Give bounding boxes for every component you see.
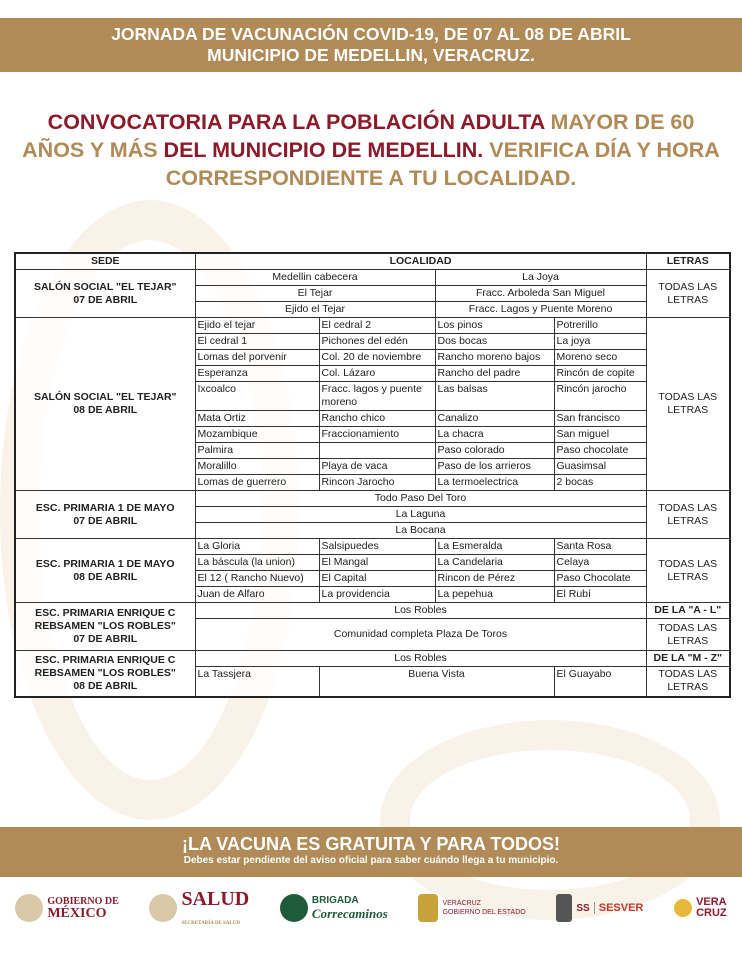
letras-cell <box>646 539 730 603</box>
table-cell <box>554 350 646 366</box>
cell-text: Col. Lázaro <box>321 367 376 379</box>
cell-text: La Tassjera <box>197 668 252 680</box>
table-cell <box>319 587 435 603</box>
table-cell <box>554 667 646 697</box>
table-cell <box>554 382 646 411</box>
cell-text: Paso colorado <box>437 444 505 456</box>
cell-line: 07 DE ABRIL <box>73 633 138 645</box>
cell-text: La Esmeralda <box>437 540 503 552</box>
cell-text: DE LA "M - Z" <box>653 652 722 664</box>
cell-text: Rincón de copite <box>556 367 635 379</box>
cell-line: TODAS LAS <box>658 668 718 681</box>
cell-text: Todo Paso Del Toro <box>374 492 467 504</box>
logo-brigada-correcaminos: BRIGADA Correcaminos <box>280 894 388 922</box>
cell-text: La báscula (la union) <box>197 556 295 568</box>
cell-line: SALÓN SOCIAL "EL TEJAR" <box>33 280 177 293</box>
table-cell <box>319 571 435 587</box>
cell-line: 08 DE ABRIL <box>73 679 138 692</box>
table-cell <box>554 571 646 587</box>
cell-text: Esperanza <box>197 367 248 379</box>
letras-cell <box>646 667 730 697</box>
cell-text: El cedral 2 <box>321 319 372 331</box>
cell-text: Col. 20 de noviembre <box>321 351 422 363</box>
cell-text: Buena Vista <box>408 668 465 680</box>
table-row <box>15 651 730 667</box>
logo-ss-sesver: SS SESVER <box>556 894 643 922</box>
cell-text: Moreno seco <box>556 351 618 363</box>
cell-text: Palmira <box>197 444 234 456</box>
table-cell <box>435 427 554 443</box>
table-cell <box>319 443 435 459</box>
table-cell <box>319 411 435 427</box>
cell-line: TODAS LAS <box>658 557 718 570</box>
table-cell <box>195 411 319 427</box>
table-cell <box>195 302 435 318</box>
cell-line: SALÓN SOCIAL "EL TEJAR" <box>33 391 177 403</box>
sede-cell <box>15 539 195 603</box>
table-cell <box>195 555 319 571</box>
table-cell <box>319 382 435 411</box>
table-cell <box>554 318 646 334</box>
cell-line: ESC. PRIMARIA ENRIQUE C <box>35 653 176 666</box>
table-cell <box>319 366 435 382</box>
footer-line-2: Debes estar pendiente del aviso oficial para saber cuándo llega a tu municipio. <box>183 855 559 866</box>
table-cell <box>195 619 646 651</box>
cell-line: LETRAS <box>667 570 709 583</box>
table-cell <box>435 366 554 382</box>
cell-text: Playa de vaca <box>321 460 388 472</box>
header-banner <box>0 18 742 72</box>
table-cell <box>554 587 646 603</box>
table-cell <box>195 286 435 302</box>
cell-text: Rancho del padre <box>437 367 521 379</box>
table-cell <box>195 270 435 286</box>
table-cell <box>195 507 646 523</box>
cell-text: 2 bocas <box>556 476 594 488</box>
cell-line: 07 DE ABRIL <box>73 293 138 306</box>
table-cell <box>195 651 646 667</box>
cell-text: La chacra <box>437 428 484 440</box>
sede-cell <box>15 603 195 651</box>
cell-text: San francisco <box>556 412 621 424</box>
table-cell <box>554 334 646 350</box>
cell-text: Rincon de Pérez <box>437 572 516 584</box>
cell-text: La joya <box>556 335 591 347</box>
table-cell <box>554 427 646 443</box>
table-cell <box>554 443 646 459</box>
table-cell <box>435 350 554 366</box>
col-header: LOCALIDAD <box>195 253 646 270</box>
cell-text: El cedral 1 <box>197 335 248 347</box>
cell-text: Salsipuedes <box>321 540 379 552</box>
cell-text: Ejido el Tejar <box>285 303 345 315</box>
cell-line: ESC. PRIMARIA 1 DE MAYO <box>35 501 175 514</box>
cell-text: Paso chocolate <box>556 444 629 456</box>
table-cell <box>554 366 646 382</box>
table-cell <box>435 443 554 459</box>
cell-line: TODAS LAS <box>658 501 718 514</box>
table-cell <box>435 571 554 587</box>
table-cell <box>646 603 730 619</box>
table-cell <box>195 459 319 475</box>
cell-text: El Rubí <box>556 588 591 600</box>
table-cell <box>195 382 319 411</box>
cell-text: La Joya <box>522 271 559 283</box>
cell-text: El Guayabo <box>556 668 612 680</box>
table-row <box>15 603 730 619</box>
table-cell <box>195 667 319 697</box>
cell-text: Santa Rosa <box>556 540 612 552</box>
cell-text: La providencia <box>321 588 390 600</box>
cell-text: Fracc. Lagos y Puente Moreno <box>468 303 613 315</box>
cell-text: Mozambique <box>197 428 258 440</box>
table-row <box>15 318 730 334</box>
logo-veracruz-gobierno: VERACRUZ GOBIERNO DEL ESTADO <box>418 894 525 922</box>
cell-text: Lomas del porvenir <box>197 351 287 363</box>
table-cell <box>319 667 554 697</box>
table-cell <box>435 555 554 571</box>
sede-cell <box>15 318 195 491</box>
letras-cell <box>646 270 730 318</box>
cell-line: LETRAS <box>667 514 709 527</box>
table-cell <box>319 350 435 366</box>
title-part: DEL MUNICIPIO DE MEDELLIN. <box>163 138 484 162</box>
cell-text: El Capital <box>321 572 367 584</box>
table-cell <box>195 523 646 539</box>
cell-text: Los Robles <box>394 652 447 664</box>
table-cell <box>195 350 319 366</box>
table-cell <box>319 459 435 475</box>
cell-text: Dos bocas <box>437 335 488 347</box>
table-cell <box>554 475 646 491</box>
cell-text: Canalizo <box>437 412 479 424</box>
cell-line: ESC. PRIMARIA 1 DE MAYO <box>35 557 175 570</box>
cell-text: Mata Ortiz <box>197 412 246 424</box>
table-cell <box>435 270 646 286</box>
cell-line: TODAS LAS <box>658 391 718 403</box>
table-cell <box>554 555 646 571</box>
cell-text: Lomas de guerrero <box>197 476 287 488</box>
header-line-1: JORNADA DE VACUNACIÓN COVID-19, DE 07 AL 08 DE ABRIL <box>111 24 631 44</box>
cell-text: Fraccionamiento <box>321 428 400 440</box>
cell-text: El Tejar <box>297 287 333 299</box>
cell-line: LETRAS <box>667 681 709 694</box>
cell-text: Los pinos <box>437 319 483 331</box>
schedule-table <box>14 252 731 698</box>
title-part: MAYOR DE 60 AÑOS Y MÁS <box>22 110 695 162</box>
letras-cell <box>646 318 730 491</box>
header-line-2: MUNICIPIO DE MEDELLIN, VERACRUZ. <box>207 45 535 65</box>
logo-salud: SALUD SECRETARÍA DE SALUD <box>149 888 249 929</box>
table-cell <box>435 587 554 603</box>
cell-line: TODAS LAS <box>658 280 718 293</box>
table-cell <box>195 318 319 334</box>
cell-text: Ixcoalco <box>197 383 237 395</box>
table-cell <box>554 459 646 475</box>
table-cell <box>435 539 554 555</box>
cell-text: Fracc. lagos y puente moreno <box>321 383 422 408</box>
table-cell <box>435 302 646 318</box>
table-row <box>15 270 730 286</box>
table-cell <box>319 334 435 350</box>
cell-line: REBSAMEN "LOS ROBLES" <box>34 666 176 679</box>
table-cell <box>319 475 435 491</box>
table-cell <box>435 334 554 350</box>
table-cell <box>195 571 319 587</box>
table-cell <box>195 603 646 619</box>
letras-cell <box>646 491 730 539</box>
table-row <box>15 491 730 507</box>
table-cell <box>554 411 646 427</box>
cell-line: 08 DE ABRIL <box>73 404 138 416</box>
table-cell <box>195 443 319 459</box>
title-part: CONVOCATORIA PARA LA POBLACIÓN ADULTA <box>47 110 545 134</box>
sede-cell <box>15 491 195 539</box>
cell-text: Pichones del edén <box>321 335 408 347</box>
cell-text: Paso Chocolate <box>556 572 631 584</box>
table-cell <box>195 427 319 443</box>
cell-text: Medellin cabecera <box>272 271 358 283</box>
cell-text: San miguel <box>556 428 610 440</box>
table-cell <box>195 334 319 350</box>
col-header: LETRAS <box>646 253 730 270</box>
table-cell <box>195 539 319 555</box>
cell-text: Rincón jarocho <box>556 383 627 395</box>
table-cell <box>435 475 554 491</box>
cell-text: La termoelectrica <box>437 476 519 488</box>
page-title <box>20 108 722 192</box>
sede-cell <box>15 270 195 318</box>
table-cell <box>195 587 319 603</box>
cell-text: Rancho chico <box>321 412 386 424</box>
logo-gobierno-mexico: GOBIERNO DE MÉXICO <box>15 894 118 922</box>
cell-line: LETRAS <box>667 404 709 416</box>
cell-text: La Candelaria <box>437 556 503 568</box>
cell-text: Moralillo <box>197 460 237 472</box>
cell-text: Las balsas <box>437 383 488 395</box>
cell-line: REBSAMEN "LOS ROBLES" <box>34 620 176 632</box>
cell-text: La pepehua <box>437 588 493 600</box>
table-cell <box>435 459 554 475</box>
table-cell <box>435 382 554 411</box>
table-cell <box>646 651 730 667</box>
table-cell <box>319 539 435 555</box>
letras-cell <box>646 619 730 651</box>
cell-text: Paso de los arrieros <box>437 460 531 472</box>
cell-text: La Gloria <box>197 540 241 552</box>
table-cell <box>195 491 646 507</box>
cell-line: ESC. PRIMARIA ENRIQUE C <box>35 607 176 619</box>
cell-text: Los Robles <box>394 604 447 616</box>
table-header-row <box>15 253 730 270</box>
table-cell <box>554 539 646 555</box>
cell-text: El Mangal <box>321 556 369 568</box>
cell-text: Fracc. Arboleda San Miguel <box>476 287 605 299</box>
table-cell <box>319 318 435 334</box>
cell-text: Comunidad completa Plaza De Toros <box>333 628 508 640</box>
cell-line: LETRAS <box>667 634 709 647</box>
cell-text: Celaya <box>556 556 590 568</box>
cell-text: Juan de Alfaro <box>197 588 265 600</box>
logo-strip <box>0 888 742 928</box>
cell-text: La Laguna <box>395 508 446 520</box>
cell-text: Guasimsal <box>556 460 607 472</box>
table-row <box>15 539 730 555</box>
table-cell <box>435 411 554 427</box>
table-cell <box>319 555 435 571</box>
table-cell <box>195 475 319 491</box>
sede-cell <box>15 651 195 697</box>
cell-text: Rincon Jarocho <box>321 476 395 488</box>
table-cell <box>435 286 646 302</box>
logo-veracruz: VERA CRUZ <box>674 897 727 919</box>
cell-text: Ejido el tejar <box>197 319 256 331</box>
cell-text: Potrerillo <box>556 319 598 331</box>
cell-text: El 12 ( Rancho Nuevo) <box>197 572 304 584</box>
cell-line: 07 DE ABRIL <box>73 514 138 527</box>
cell-text: La Bocana <box>395 524 446 536</box>
cell-text: Rancho moreno bajos <box>437 351 541 363</box>
table-cell <box>319 427 435 443</box>
table-cell <box>195 366 319 382</box>
cell-line: 08 DE ABRIL <box>73 570 138 583</box>
footer-banner <box>0 827 742 877</box>
title-part: VERIFICA DÍA Y HORA CORRESPONDIENTE A TU LOCALIDAD. <box>165 138 720 190</box>
cell-line: TODAS LAS <box>658 621 718 634</box>
cell-text: DE LA "A - L" <box>654 604 722 616</box>
cell-line: LETRAS <box>667 293 709 306</box>
footer-line-1: ¡LA VACUNA ES GRATUITA Y PARA TODOS! <box>181 834 560 854</box>
col-header: SEDE <box>15 253 195 270</box>
table-cell <box>435 318 554 334</box>
